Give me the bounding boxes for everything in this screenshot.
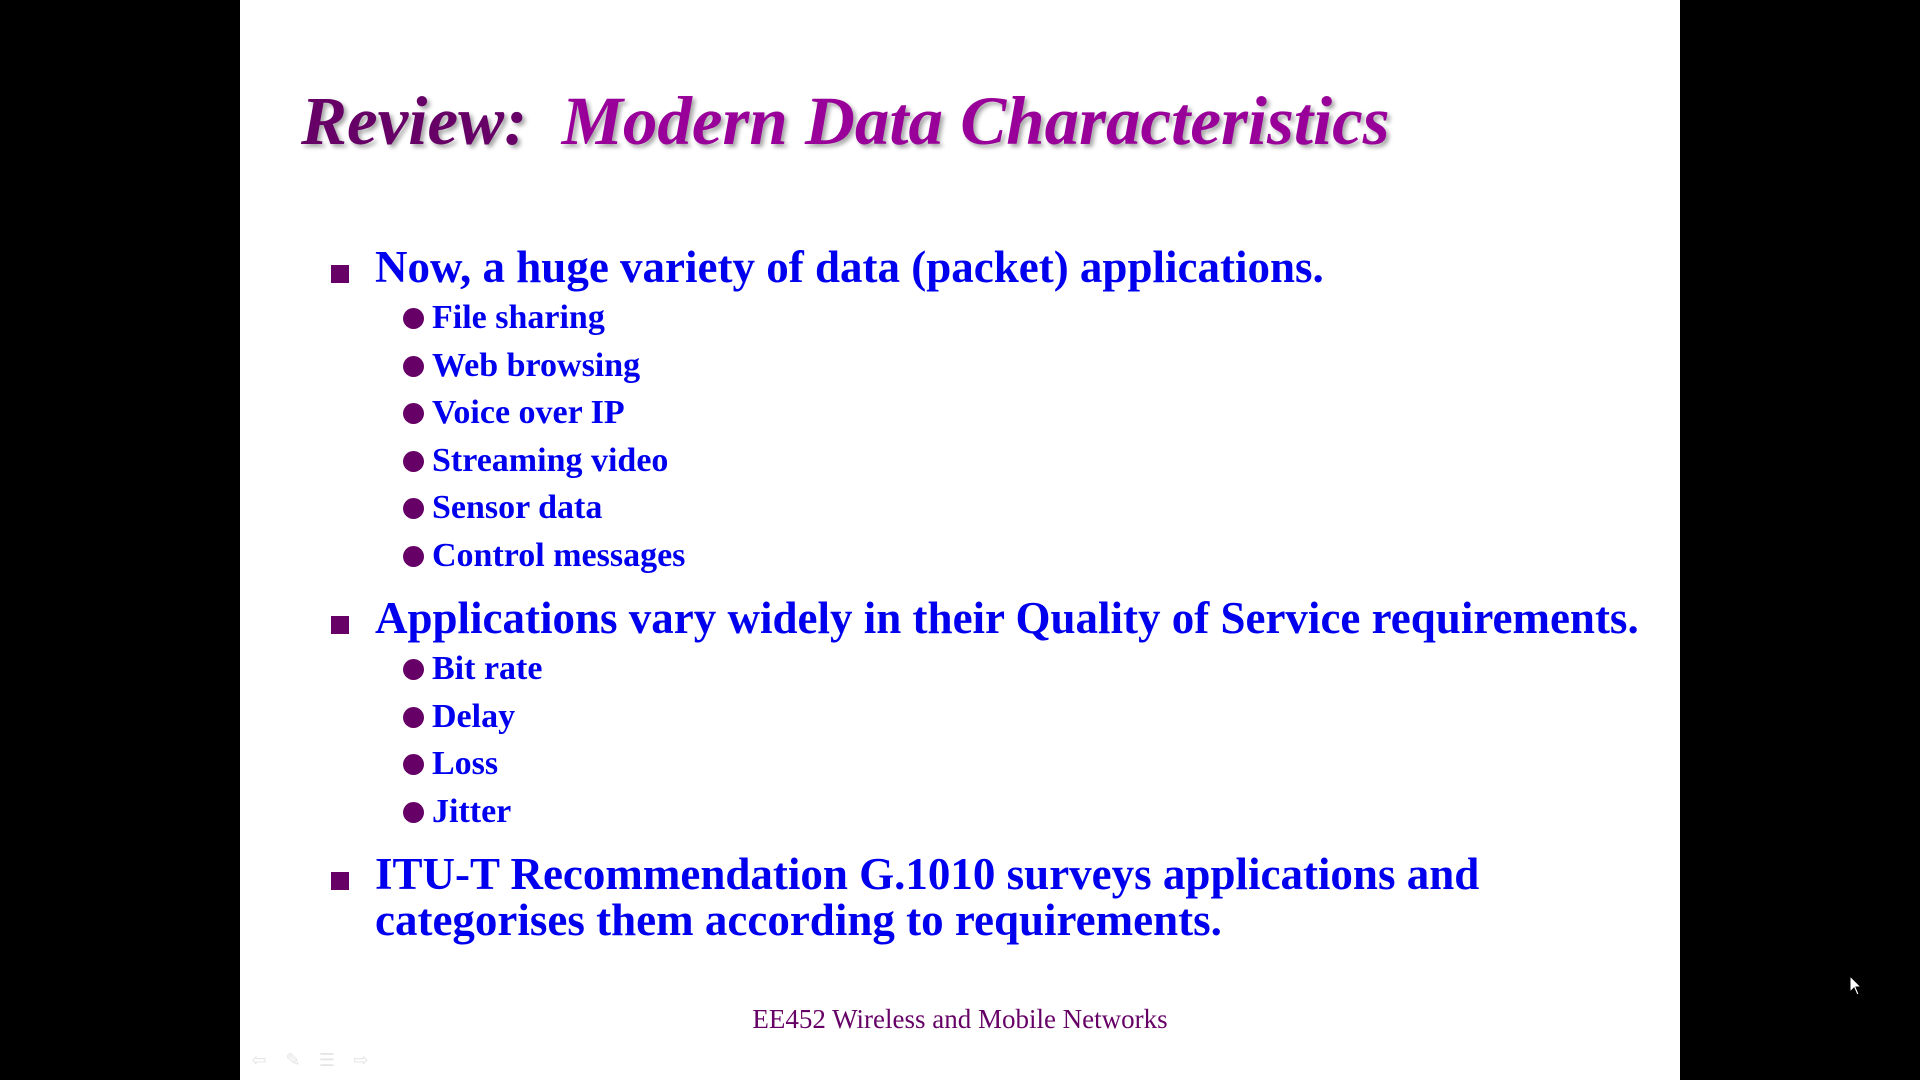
slide-title: [301, 84, 1390, 160]
title-main: Modern Data Characteristics: [561, 83, 1390, 159]
sub-bullet: [331, 649, 1651, 697]
slide-footer: EE452 Wireless and Mobile Networks: [752, 1004, 1168, 1034]
round-bullet-icon: [403, 451, 424, 472]
pen-icon[interactable]: ✎: [285, 1050, 301, 1071]
round-bullet-icon: [403, 707, 424, 728]
round-bullet-icon: [403, 802, 424, 823]
square-bullet-icon: [331, 872, 349, 890]
round-bullet-icon: [403, 659, 424, 680]
sub-bullet: [331, 393, 1651, 441]
sub-bullet: [331, 792, 1651, 840]
back-arrow-icon[interactable]: ⇦: [251, 1050, 267, 1071]
round-bullet-icon: [403, 356, 424, 377]
title-review: Review:: [301, 83, 528, 159]
sub-bullet: [331, 744, 1651, 792]
round-bullet-icon: [403, 308, 424, 329]
sub-bullet-text: Loss: [432, 745, 499, 782]
forward-arrow-icon[interactable]: ⇨: [353, 1050, 369, 1071]
square-bullet-icon: [331, 616, 349, 634]
slideshow-nav-toolbar[interactable]: [248, 1050, 372, 1071]
mouse-pointer-icon: [1849, 975, 1863, 997]
sub-bullet: [331, 298, 1651, 346]
sub-bullet-text: Web browsing: [432, 346, 641, 384]
bullet-text: Now, a huge variety of data (packet) applications.: [375, 242, 1324, 292]
round-bullet-icon: [403, 498, 424, 519]
sub-bullet-text: Voice over IP: [432, 394, 625, 431]
sub-bullet-list-applications: [331, 298, 1651, 583]
sub-bullet: [331, 346, 1651, 394]
round-bullet-icon: [403, 754, 424, 775]
sub-bullet-text: Sensor data: [432, 489, 603, 526]
bullet-qos-requirements: [331, 595, 1651, 641]
square-bullet-icon: [331, 265, 349, 283]
bullet-text: Applications vary widely in their Quality of Service requirements.: [375, 593, 1639, 643]
slide-content: [331, 244, 1651, 943]
sub-bullet-text: Delay: [432, 697, 516, 735]
menu-icon[interactable]: ☰: [318, 1050, 336, 1071]
bullet-text: ITU-T Recommendation G.1010 surveys applications and categorises them according to requirements.: [375, 849, 1480, 945]
sub-bullet-text: Bit rate: [432, 650, 543, 687]
sub-bullet-text: Jitter: [432, 792, 512, 830]
sub-bullet-list-qos: [331, 649, 1651, 839]
sub-bullet: [331, 441, 1651, 489]
sub-bullet: [331, 488, 1651, 536]
sub-bullet-text: File sharing: [432, 299, 605, 336]
sub-bullet: [331, 536, 1651, 584]
bullet-itu-recommendation: [331, 851, 1651, 943]
round-bullet-icon: [403, 403, 424, 424]
bullet-applications-variety: [331, 244, 1651, 290]
slide: [240, 0, 1680, 1080]
round-bullet-icon: [403, 546, 424, 567]
sub-bullet: [331, 697, 1651, 745]
sub-bullet-text: Streaming video: [432, 441, 669, 479]
sub-bullet-text: Control messages: [432, 536, 686, 574]
